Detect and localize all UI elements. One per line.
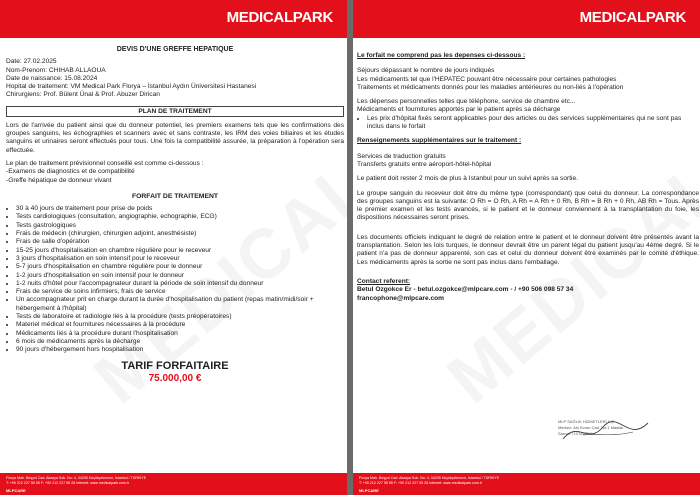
exclusion-line: Les dépenses personnelles telles que téléphone, service de chambre etc... <box>357 98 576 106</box>
plan-heading: PLAN DE TRAITEMENT <box>6 106 344 117</box>
list-item: • 1-2 jours d'hospitalisation en soin intensif pour le donneur <box>16 272 344 280</box>
brand-logo: MEDICALPARK <box>226 9 333 26</box>
exclusion-bullets <box>357 115 699 132</box>
stamp-line: Sarıyer / İSTANBUL <box>558 431 594 436</box>
list-item: • Frais de salle d'opération <box>16 238 344 246</box>
list-item: • Tests cardiologiques (consultation, angiographie, echographie, ECG) <box>16 213 344 221</box>
page-header <box>353 0 700 38</box>
footer-line: Florya Mah. Beşyol Cad. Akasya Sok. No: 4, 34295 Küçükçekmece, İstanbul / TÜRKİYE <box>359 476 500 480</box>
footer-brand: MLPCARE <box>6 488 26 493</box>
document-title: DEVIS D'UNE GREFFE HEPATIQUE <box>116 46 234 53</box>
page-footer <box>353 473 700 495</box>
document-body <box>357 52 699 303</box>
info-heading: Renseignements supplémentaires sur le traitement : <box>357 137 522 145</box>
info-line: Transferts gratuits entre aéroport-hôtel-hôpital <box>357 160 492 168</box>
list-item: • Tests gastrologiques <box>16 222 344 230</box>
info-line: Chirurgiens: Prof. Bülent Ünal & Prof. Abuzer Dirican <box>6 91 160 99</box>
blood-paragraph: Le groupe sanguin du receveur doit être du même type (correspondant) que celui du donneur. La correspondance des groupes sanguins est la suivante: O Rh = O Rh, A Rh = A Rh + 0 Rh, B Rh = B Rh + 0 Rh, AB Rh = Tous. Après le premier examen et les tests avancés, si le patient et le donneur conviennent à la transplantation du foie, les dispositions nécessaires seront prises. <box>357 189 699 222</box>
footer-line: T: +90 212 227 55 55 F: +90 212 227 55 28 internet: www.medicalpark.com.tr <box>359 481 483 485</box>
stamp-line: MLP SAĞLIK HİZMETLERİ A.Ş. <box>558 419 616 424</box>
plan-item: -Examens de diagnostics et de compatibilité <box>6 168 135 176</box>
list-item: • 15-25 jours d'hospitalisation en chambre régulière pour le receveur <box>16 247 344 255</box>
stay-line: Le patient doit rester 2 mois de plus à Istanbul pour un suivi après sa sortie. <box>357 175 579 183</box>
brand-logo: MEDICALPARK <box>579 9 686 26</box>
exclusion-line: Séjours dépassant le nombre de jours indiqués <box>357 67 495 75</box>
plan-item: -Greffe hépatique de donneur vivant <box>6 176 112 184</box>
info-line: Date de naissance: 15.08.2024 <box>6 74 98 82</box>
list-item: • 3 jours d'hospitalisation en soin intensif pour le receveur <box>16 255 344 263</box>
tarif-label: TARIF FORFAITAIRE <box>121 359 229 372</box>
page-header <box>0 0 347 38</box>
list-item: • 6 mois de médicaments après la décharge <box>16 338 344 346</box>
tarif-value: 75.000,00 € <box>148 372 202 384</box>
exclusions-heading: Le forfait ne comprend pas les depenses ci-dessous : <box>357 52 526 59</box>
list-item: • 30 à 40 jours de traitement pour prise de poids <box>16 205 344 213</box>
footer-address <box>359 476 679 486</box>
stamp-line: Merkez: Ahi Evran Cad. No:1 Maslak <box>558 425 624 430</box>
forfait-heading: FORFAIT DE TRAITEMENT <box>131 192 219 200</box>
list-item: • Frais de médecin (chirurgien, chirurgien adjoint, anesthésiste) <box>16 230 344 238</box>
list-item: • Frais de service de soins infirmiers, frais de service <box>16 288 344 296</box>
list-item: • 90 jours d'hébergement hors hospitalisation <box>16 346 344 354</box>
info-line: Date: 27.02.2025 <box>6 58 57 66</box>
page-footer <box>0 473 347 495</box>
forfait-list <box>6 205 344 354</box>
footer-line: T: +90 212 227 55 55 F: +90 212 227 55 28 internet: www.medicalpark.com.tr <box>6 481 130 485</box>
contact-line: Betul Ozgokce Er - betul.ozgokce@mlpcare.com - / +90 506 098 57 34 <box>357 286 574 294</box>
list-item: • Médicaments liés à la procédure durant l'hospitalisation <box>16 330 344 338</box>
company-stamp <box>553 415 663 450</box>
exclusion-line: Traitements et médicaments donnés pour les maladies antérieures ou non-liés à l'opération <box>357 83 624 91</box>
document-body <box>6 40 344 385</box>
exclusion-line: Les médicaments tel que l'HEPATEC pouvant être nécessaire pour certaines pathologies <box>357 75 617 83</box>
page-1 <box>0 0 347 495</box>
plan-paragraph: Lors de l'arrivée du patient ainsi que du donneur potentiel, les premiers examens tels que les confirmations des groupes sanguins, les échographies et scanners avec et sans contraste, les IRM des voies biliaires et les études sanguins et urinaires seront effectués pour tous. Une fois la compatibilité assurée, la préparation à l'opération sera effectuée. <box>6 121 344 154</box>
footer-address <box>6 476 326 486</box>
list-item: • Un accompagnateur prit en charge durant la durée d'hospitalisation du patient (repas matin/midi/soir + hébergement à l'hôpital) <box>16 296 344 313</box>
list-item: • Materiel médical et fournitures nécessaires à la procédure <box>16 321 344 329</box>
footer-brand: MLPCARE <box>359 488 379 493</box>
plan-intro: Le plan de traitement prévisionnel conseillé est comme ci-dessous : <box>6 159 204 167</box>
footer-line: Florya Mah. Beşyol Cad. Akasya Sok. No: 4, 34295 Küçükçekmece, İstanbul / TÜRKİYE <box>6 476 147 480</box>
list-item: • 1-2 nuits d'hôtel pour l'accompagnateur durant la période de soin intensif du donneur <box>16 280 344 288</box>
documents-paragraph: Les documents officiels indiquant le degré de relation entre le patient et le donneur doivent être présentés avant la transplantation. Selon les lois turques, le donneur devrait être un parent légal du patient jusqu'au 4ème degré. Si le patient n'a pas de donneur apparenté, son cas et celui du donneur doivent être examinés par le comité d'éthique. Les médicaments après la sortie ne sont pas inclus dans l'emballage. <box>357 233 699 266</box>
info-line: Nom-Prenom: CHIHAB ALLAOUA <box>6 66 106 74</box>
page-2 <box>353 0 700 495</box>
list-item: • 5-7 jours d'hospitalisation en chambre régulière pour le donneur <box>16 263 344 271</box>
info-line: Hopital de traitement: VM Medical Park Florya – İstanbul Aydın Üniversitesi Hastanesi <box>6 83 257 91</box>
list-item: • Tests de laboratoire et radiologie liés à la procédure (tests préopératoires) <box>16 313 344 321</box>
contact-email: francophone@mlpcare.com <box>357 294 445 302</box>
contact-heading: Contact referent: <box>357 277 411 285</box>
info-line: Services de traduction gratuits <box>357 152 446 160</box>
exclusion-line: Médicaments et fournitures apportés par le patient après sa décharge <box>357 106 561 114</box>
list-item: • Les prix d'hôpital fixés seront applicables pour des articles ou des services supplémentaires qui ne sont pas inclus dans le forfait <box>367 115 699 132</box>
